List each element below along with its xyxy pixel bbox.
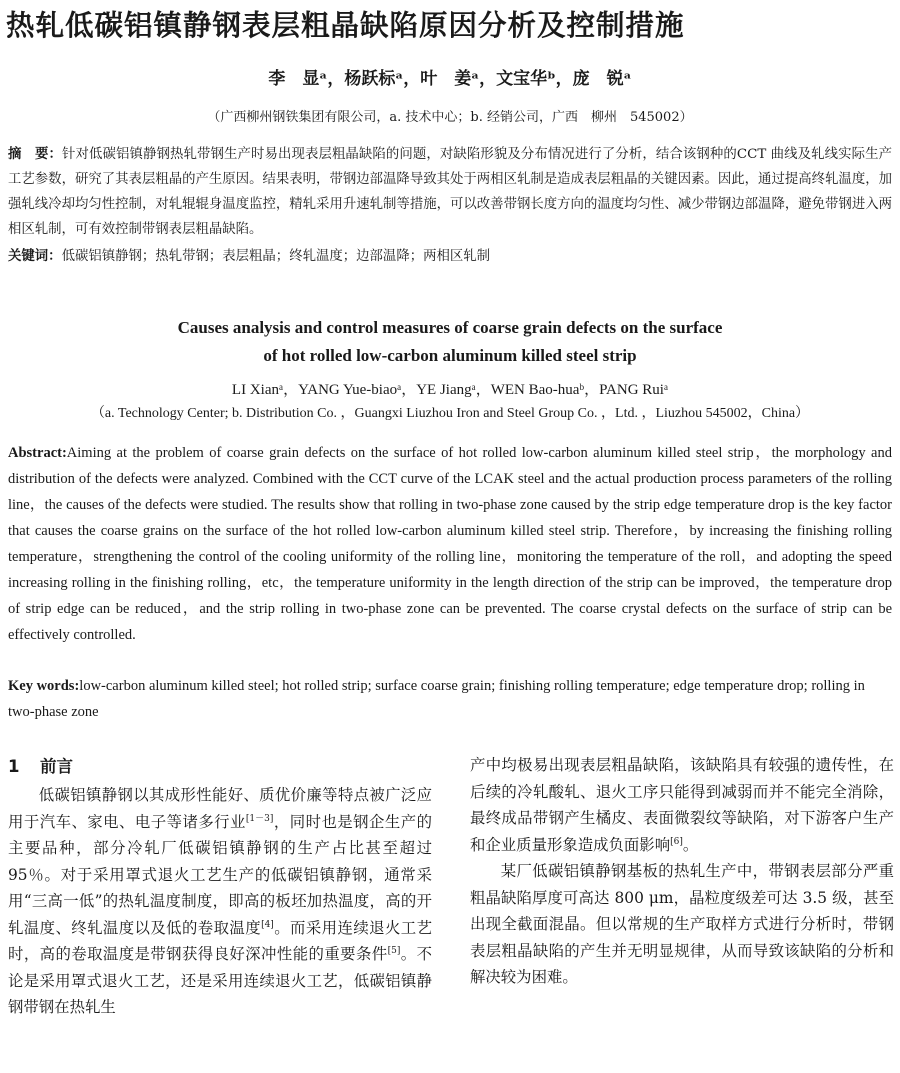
paragraph-text: 。而采用连续退火工艺时，高的卷取温度是带钢获得良好深冲性能的重要条件 [8,918,432,963]
keywords-cn [8,246,892,268]
paper-title-cn: 热轧低碳铝镇静钢表层粗晶缺陷原因分析及控制措施 [6,9,685,42]
abstract-cn-label: 摘 要： [8,147,62,162]
paper-title-en [0,314,900,370]
paragraph-text: 。不论是采用罩式退火工艺，还是采用连续退火工艺，低碳铝镇静钢带钢在热轧生 [8,945,432,1016]
abstract-cn [8,142,892,242]
keywords-en [8,673,892,725]
citation: [6] [670,836,683,847]
keywords-en-text: low-carbon aluminum killed steel; hot rolled strip; surface coarse grain; finishing rolling temperature; edge temperature drop; rolling in two-phase zone [8,678,865,720]
citation: [5] [387,945,401,956]
section-number: 1 [8,757,20,776]
affiliation-en: （a. Technology Center; b. Distribution Co. ，Guangxi Liuzhou Iron and Steel Group Co. ，Ltd. ，Liuzhou 545002，China） [90,406,810,421]
authors-en: LI Xianᵃ，YANG Yue-biaoᵃ，YE Jiangᵃ，WEN Bao-huaᵇ，PANG Ruiᵃ [231,382,669,398]
paper-title-en-line2: of hot rolled low-carbon aluminum killed steel strip [263,346,637,365]
body-paragraph: 某厂低碳铝镇静钢基板的热轧生产中，带钢表层部分严重粗晶缺陷厚度可高达 800 μm，晶粒度级差可达 3.5 级，甚至出现全截面混晶。但以常规的生产取样方式进行分析时，带钢表层粗晶缺陷的产生并无明显规律，从而导致该缺陷的分析和解决较为困难。 [470,862,894,986]
abstract-en-text: Aiming at the problem of coarse grain defects on the surface of hot rolled low-carbon aluminum killed steel strip，the morphology and distribution of the defects were analyzed. Combined with the CCT curve of the LCAK steel and the actual production process parameters of the rolling line，the causes of the defects were studied. The results show that rolling in two-phase zone caused by the strip edge temperature drop is the key factor that causes the coarse grains on the surface of the hot rolled low-carbon aluminum killed steel strip. Therefore，by increasing the finishing rolling temperature，strengthening the control of the cooling uniformity of the rolling line，monitoring the temperature of the roll，and adopting the speed increasing rolling in the finishing rolling，etc，the temperature uniformity in the length direction of the strip can be improved，the temperature drop of strip edge can be reduced，and the strip rolling in two-phase zone can be prevented. The coarse crystal defects on the surface of strip can be effectively controlled. [8,445,892,643]
abstract-en-label: Abstract: [8,445,67,461]
paragraph-text: 低碳铝镇静钢以其成形性能好、质优价廉等特点被广泛应用于汽车、家电、电子等诸多行业 [8,786,432,831]
keywords-cn-text: 低碳铝镇静钢；热轧带钢；表层粗晶；终轧温度；边部温降；两相区轧制 [61,249,491,264]
body-column-right [470,752,894,991]
paper-title-en-line1: Causes analysis and control measures of coarse grain defects on the surface [177,318,723,337]
paragraph-text: 产中均极易出现表层粗晶缺陷，该缺陷具有较强的遗传性，在后续的冷轧酸轧、退火工序只能得到减弱而并不能完全消除，最终成品带钢产生橘皮、表面微裂纹等缺陷，对下游客户生产和企业质量形象造成负面影响 [470,756,894,854]
citation: [1－3] [245,813,274,824]
paragraph-text: ，同时也是钢企生产的主要品种，部分冷轧厂低碳铝镇静钢的生产占比甚至超过 95％。对于采用罩式退火工艺生产的低碳铝镇静钢，通常采用“三高一低”的热轧温度制度，即高的板坯加热温度，高的开轧温度、终轧温度以及低的卷取温度 [8,812,432,937]
body-paragraph [8,782,432,1021]
section-heading [8,752,432,782]
citation: [4] [261,919,274,930]
affiliation-cn: （广西柳州钢铁集团有限公司，a. 技术中心；b. 经销公司，广西 柳州 545002） [207,110,693,125]
body-paragraph-continued [470,752,894,858]
body-column-left [8,752,432,1021]
abstract-cn-text: 针对低碳铝镇静钢热轧带钢生产时易出现表层粗晶缺陷的问题，对缺陷形貌及分布情况进行了分析，结合该钢种的CCT 曲线及轧线实际生产工艺参数，研究了其表层粗晶的产生原因。结果表明，带钢边部温降导致其处于两相区轧制是造成表层粗晶的关键因素。因此，通过提高终轧温度，加强轧线冷却均匀性控制，对轧辊辊身温度监控，精轧采用升速轧制等措施，可以改善带钢长度方向的温度均匀性、减少带钢边部温降，避免带钢进入两相区轧制，可有效控制带钢表层粗晶缺陷。 [8,147,892,237]
keywords-en-label: Key words: [8,678,80,694]
paragraph-text: 。 [682,835,699,854]
section-title: 前言 [40,757,73,776]
abstract-en [8,440,892,648]
keywords-cn-label: 关键词： [8,249,62,264]
authors-cn: 李 显ᵃ，杨跃标ᵃ，叶 姜ᵃ，文宝华ᵇ，庞 锐ᵃ [268,69,632,89]
